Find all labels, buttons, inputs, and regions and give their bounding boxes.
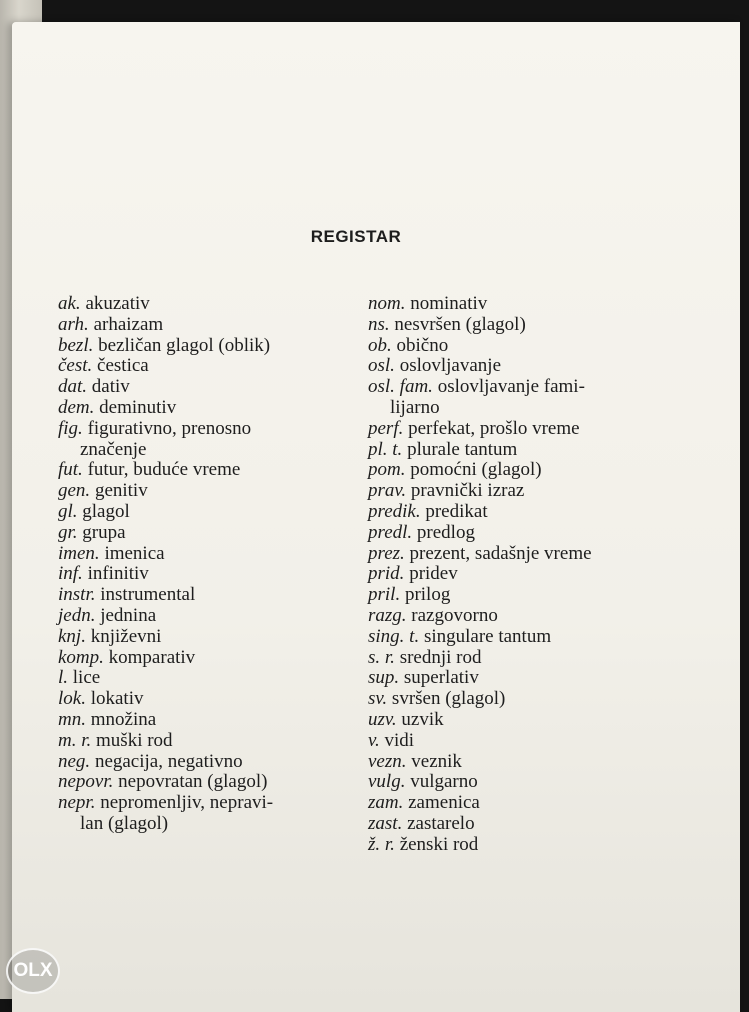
- abbreviation: sing. t.: [368, 625, 420, 647]
- meaning: oslovljavanje fami-: [437, 376, 585, 398]
- abbreviation-entry-pl-t: [368, 440, 648, 461]
- abbreviation: nom.: [368, 293, 406, 314]
- meaning: superlativ: [403, 667, 479, 689]
- abbreviation-entry-imen: [58, 544, 354, 565]
- meaning: jednina: [100, 604, 157, 626]
- abbreviation-entry-perf: [368, 419, 648, 440]
- abbreviation-entry-dem: [58, 398, 354, 419]
- left-column: [58, 294, 354, 835]
- meaning: lice: [72, 667, 101, 689]
- meaning: množina: [90, 708, 157, 730]
- abbreviation: neg.: [58, 750, 91, 772]
- meaning: čestica: [97, 355, 149, 377]
- meaning: dativ: [91, 376, 130, 398]
- meaning: vidi: [384, 729, 415, 751]
- meaning: imenica: [104, 542, 165, 564]
- abbreviation-entry-z-r: [368, 835, 648, 856]
- abbreviation: instr.: [58, 584, 96, 606]
- meaning: razgovorno: [411, 604, 498, 626]
- abbreviation: uzv.: [368, 708, 397, 730]
- abbreviation: m. r.: [58, 729, 92, 751]
- meaning: nepovratan (glagol): [118, 771, 268, 793]
- abbreviation-entry-gen: [58, 481, 354, 502]
- abbreviation-entry-dat: [58, 377, 354, 398]
- meaning: akuzativ: [85, 293, 150, 314]
- meaning: singulare tantum: [423, 625, 552, 647]
- abbreviation: nepr.: [58, 792, 96, 814]
- page-heading: REGISTAR: [310, 227, 402, 246]
- abbreviation: fig.: [58, 417, 83, 439]
- abbreviation-entry-ak: [58, 294, 354, 315]
- meaning: nominativ: [410, 293, 488, 314]
- abbreviation-entry-vezn: [368, 752, 648, 773]
- abbreviation: zam.: [368, 792, 404, 814]
- abbreviation: knj.: [58, 625, 86, 647]
- olx-watermark-logo: OLX: [6, 948, 60, 994]
- meaning-continuation: lijarno: [390, 396, 440, 418]
- meaning: vulgarno: [410, 771, 478, 793]
- abbreviation-entry-ns: [368, 315, 648, 336]
- abbreviation-entry-bezl: [58, 336, 354, 357]
- meaning: pravnički izraz: [410, 480, 525, 502]
- abbreviation: dat.: [58, 376, 88, 398]
- meaning: bezličan glagol (oblik): [98, 334, 271, 356]
- abbreviation: gr.: [58, 521, 78, 543]
- meaning: infinitiv: [87, 563, 149, 585]
- meaning: lokativ: [90, 688, 144, 710]
- meaning: nesvršen (glagol): [394, 313, 526, 335]
- meaning-continuation: značenje: [80, 438, 147, 460]
- meaning: srednji rod: [399, 646, 482, 668]
- abbreviation-entry-osl-fam: [368, 377, 648, 419]
- abbreviation: lok.: [58, 688, 86, 710]
- abbreviation-entry-fig: [58, 419, 354, 461]
- abbreviation-entry-fut: [58, 460, 354, 481]
- meaning: zastarelo: [407, 812, 475, 834]
- meaning: uzvik: [401, 708, 444, 730]
- abbreviation: prid.: [368, 563, 405, 585]
- abbreviation-entry-lok: [58, 689, 354, 710]
- abbreviation-entry-gr: [58, 523, 354, 544]
- meaning: predlog: [416, 521, 475, 543]
- abbreviation-entry-osl: [368, 356, 648, 377]
- abbreviation: razg.: [368, 604, 407, 626]
- abbreviation: vulg.: [368, 771, 406, 793]
- meaning: komparativ: [108, 646, 196, 668]
- abbreviation-entry-sing-t: [368, 627, 648, 648]
- meaning: pridev: [409, 563, 458, 585]
- abbreviation: bezl.: [58, 334, 94, 356]
- meaning: muški rod: [96, 729, 173, 751]
- meaning: perfekat, prošlo vreme: [408, 417, 580, 439]
- right-column: [368, 294, 648, 856]
- meaning: oslovljavanje: [399, 355, 501, 377]
- abbreviation: osl. fam.: [368, 376, 433, 398]
- abbreviation-entry-ob: [368, 336, 648, 357]
- meaning: deminutiv: [99, 396, 177, 418]
- abbreviation-entry-predik: [368, 502, 648, 523]
- abbreviation-entry-knj: [58, 627, 354, 648]
- abbreviation-entry-uzv: [368, 710, 648, 731]
- abbreviation-entry-nom: [368, 294, 648, 315]
- abbreviation-entry-razg: [368, 606, 648, 627]
- abbreviation: jedn.: [58, 604, 96, 626]
- abbreviation-entry-instr: [58, 585, 354, 606]
- abbreviation: arh.: [58, 313, 89, 335]
- abbreviation: l.: [58, 667, 69, 689]
- abbreviation: pom.: [368, 459, 406, 481]
- meaning: glagol: [82, 500, 130, 522]
- meaning-continuation: lan (glagol): [80, 812, 169, 834]
- abbreviation: zast.: [368, 812, 403, 834]
- abbreviation-entry-nepovr: [58, 772, 354, 793]
- meaning: obično: [396, 334, 449, 356]
- meaning: zamenica: [408, 792, 480, 814]
- abbreviation-entry-komp: [58, 648, 354, 669]
- abbreviation: v.: [368, 729, 380, 751]
- meaning: figurativno, prenosno: [87, 417, 252, 439]
- abbreviation-entry-gl: [58, 502, 354, 523]
- meaning: književni: [90, 625, 162, 647]
- abbreviation-entry-s-r: [368, 648, 648, 669]
- meaning: predikat: [425, 500, 488, 522]
- abbreviation-entry-prav: [368, 481, 648, 502]
- abbreviation: dem.: [58, 396, 95, 418]
- abbreviation-entry-mn: [58, 710, 354, 731]
- abbreviation: vezn.: [368, 750, 407, 772]
- abbreviation-entry-jedn: [58, 606, 354, 627]
- abbreviation-entry-m-r: [58, 731, 354, 752]
- meaning: prezent, sadašnje vreme: [409, 542, 592, 564]
- abbreviation-entry-pril: [368, 585, 648, 606]
- abbreviation: nepovr.: [58, 771, 114, 793]
- meaning: grupa: [82, 521, 126, 543]
- abbreviation-entry-vulg: [368, 772, 648, 793]
- abbreviation: sv.: [368, 688, 388, 710]
- meaning: arhaizam: [93, 313, 164, 335]
- abbreviation: osl.: [368, 355, 395, 377]
- meaning: ženski rod: [399, 833, 479, 855]
- abbreviation-entry-predl: [368, 523, 648, 544]
- abbreviation: s. r.: [368, 646, 395, 668]
- abbreviation: ž. r.: [368, 833, 395, 855]
- abbreviation: prez.: [368, 542, 405, 564]
- abbreviation: gl.: [58, 500, 78, 522]
- abbreviation: perf.: [368, 417, 404, 439]
- abbreviation-entry-sv: [368, 689, 648, 710]
- abbreviation-entry-pom: [368, 460, 648, 481]
- abbreviation: ns.: [368, 313, 390, 335]
- abbreviation-entry-v: [368, 731, 648, 752]
- abbreviation: imen.: [58, 542, 100, 564]
- meaning: futur, buduće vreme: [87, 459, 241, 481]
- abbreviation: gen.: [58, 480, 91, 502]
- abbreviation: ob.: [368, 334, 392, 356]
- abbreviation-entry-neg: [58, 752, 354, 773]
- meaning: nepromenljiv, nepravi-: [100, 792, 274, 814]
- abbreviation-entry-l: [58, 668, 354, 689]
- abbreviation: mn.: [58, 708, 86, 730]
- abbreviation-entry-nepr: [58, 793, 354, 835]
- abbreviation-entry-zam: [368, 793, 648, 814]
- abbreviation-entry-prid: [368, 564, 648, 585]
- meaning: veznik: [411, 750, 462, 772]
- abbreviation-entry-arh: [58, 315, 354, 336]
- abbreviation-entry-zast: [368, 814, 648, 835]
- meaning: prilog: [404, 584, 451, 606]
- abbreviation-entry-cest: [58, 356, 354, 377]
- abbreviation-entry-sup: [368, 668, 648, 689]
- abbreviation: fut.: [58, 459, 83, 481]
- meaning: genitiv: [94, 480, 148, 502]
- abbreviation: pril.: [368, 584, 401, 606]
- abbreviation: čest.: [58, 355, 93, 377]
- abbreviation: sup.: [368, 667, 400, 689]
- meaning: instrumental: [100, 584, 196, 606]
- abbreviation: komp.: [58, 646, 104, 668]
- abbreviation: prav.: [368, 480, 407, 502]
- abbreviation: predik.: [368, 500, 421, 522]
- abbreviation: ak.: [58, 293, 81, 314]
- meaning: negacija, negativno: [94, 750, 243, 772]
- abbreviation: pl. t.: [368, 438, 403, 460]
- abbreviation: predl.: [368, 521, 413, 543]
- abbreviation: inf.: [58, 563, 83, 585]
- meaning: plurale tantum: [407, 438, 518, 460]
- abbreviation-entry-prez: [368, 544, 648, 565]
- meaning: pomoćni (glagol): [410, 459, 542, 481]
- meaning: svršen (glagol): [391, 688, 506, 710]
- abbreviation-entry-inf: [58, 564, 354, 585]
